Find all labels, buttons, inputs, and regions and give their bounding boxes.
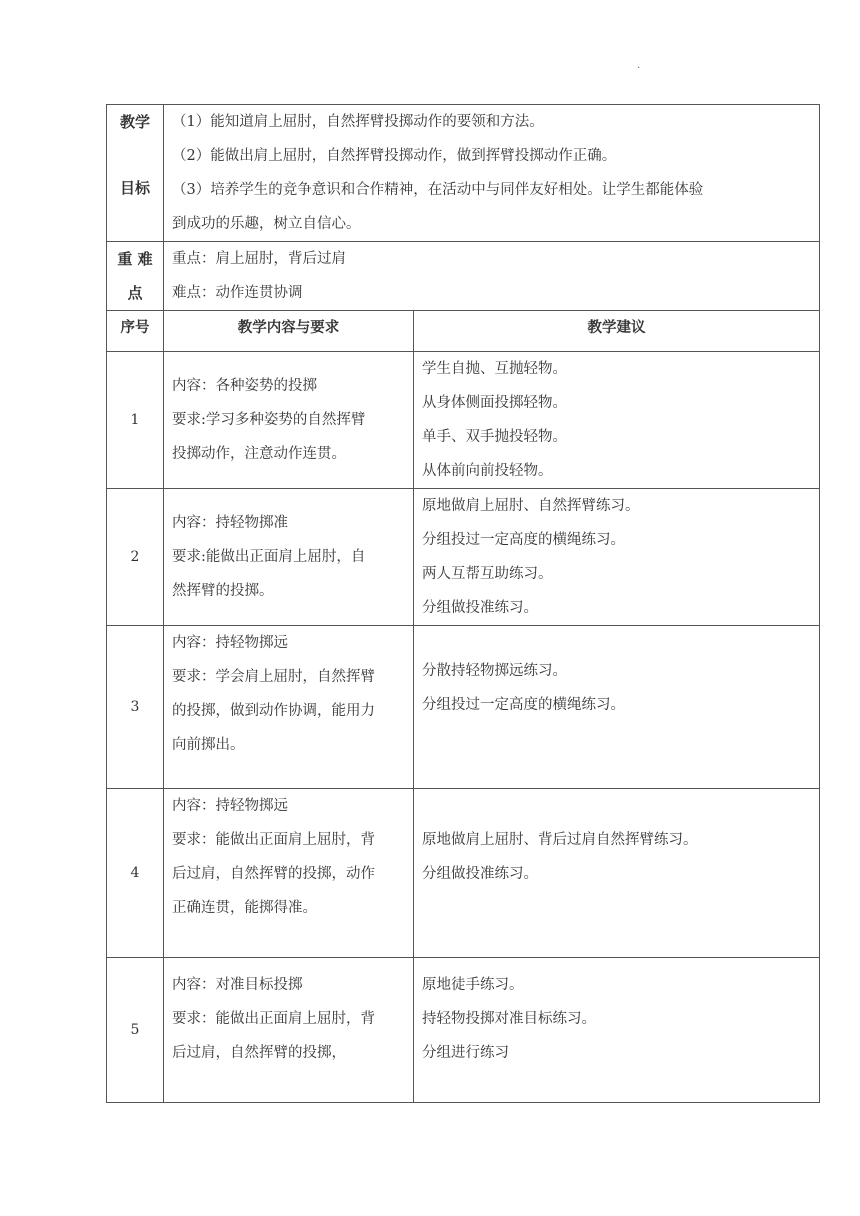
header-content: 教学内容与要求 [164,311,414,352]
row-content [164,626,414,789]
key-points-row [107,242,820,311]
advice-line: 原地做肩上屈肘、背后过肩自然挥臂练习。 [422,832,698,848]
advice-line: 分组投过一定高度的横绳练习。 [422,532,625,548]
content-line: 的投掷，做到动作协调，能用力 [172,703,375,719]
header-seq: 序号 [107,311,164,352]
advice-line: 分散持轻物掷远练习。 [422,663,567,679]
goal-line: （3）培养学生的竞争意识和合作精神，在活动中与同伴友好相处。让学生都能体验 [172,182,704,198]
content-line: 内容：对准目标投掷 [172,977,303,993]
key-points-content [164,242,820,311]
page-marker: . [637,60,641,71]
table-row [107,352,820,489]
key-points-label-bottom: 点 [127,284,143,302]
row-number: 2 [107,489,164,626]
advice-line: 两人互帮互助练习。 [422,566,553,582]
table-row [107,489,820,626]
key-point-line: 难点：动作连贯协调 [172,285,303,301]
content-line: 要求:学习多种姿势的自然挥臂 [172,412,366,428]
advice-line: 分组进行练习 [422,1045,509,1061]
content-line: 投掷动作，注意动作连贯。 [172,446,346,462]
content-line: 要求：能做出正面肩上屈肘，背 [172,1011,375,1027]
content-line: 内容：持轻物掷远 [172,635,288,651]
row-advice [414,789,820,958]
content-line: 内容：持轻物掷准 [172,515,288,531]
lesson-table [106,104,820,1103]
content-line: 后过肩，自然挥臂的投掷， [172,1045,346,1061]
content-line: 向前掷出。 [172,737,245,753]
goal-line: 到成功的乐趣，树立自信心。 [172,216,361,232]
goals-label-bottom: 目标 [119,179,150,197]
advice-line: 持轻物投掷对准目标练习。 [422,1011,596,1027]
key-point-line: 重点：肩上屈肘，背后过肩 [172,251,346,267]
content-line: 要求:能做出正面肩上屈肘，自 [172,549,366,565]
content-line: 然挥臂的投掷。 [172,583,274,599]
header-row [107,311,820,352]
content-line: 后过肩，自然挥臂的投掷，动作 [172,866,375,882]
content-line: 内容：持轻物掷远 [172,798,288,814]
advice-line: 学生自抛、互抛轻物。 [422,361,567,377]
row-number: 3 [107,626,164,789]
goal-line: （1）能知道肩上屈肘，自然挥臂投掷动作的要领和方法。 [172,114,544,130]
key-points-label-top: 重 难 [117,250,153,268]
advice-line: 单手、双手抛投轻物。 [422,429,567,445]
row-number: 5 [107,958,164,1103]
content-line: 要求：学会肩上屈肘，自然挥臂 [172,669,375,685]
row-content [164,352,414,489]
table-row [107,958,820,1103]
table-row [107,626,820,789]
advice-line: 分组做投准练习。 [422,600,538,616]
row-content [164,958,414,1103]
row-advice [414,626,820,789]
row-advice [414,489,820,626]
row-number: 4 [107,789,164,958]
row-advice [414,958,820,1103]
goals-row [107,105,820,242]
row-number: 1 [107,352,164,489]
goals-content [164,105,820,242]
key-points-label [107,242,164,311]
content-line: 要求：能做出正面肩上屈肘，背 [172,832,375,848]
advice-line: 分组做投准练习。 [422,866,538,882]
advice-line: 从体前向前投轻物。 [422,463,553,479]
goal-line: （2）能做出肩上屈肘，自然挥臂投掷动作，做到挥臂投掷动作正确。 [172,148,617,164]
advice-line: 分组投过一定高度的横绳练习。 [422,697,625,713]
advice-line: 从身体侧面投掷轻物。 [422,395,567,411]
row-content [164,489,414,626]
table-row [107,789,820,958]
row-content [164,789,414,958]
goals-label-top: 教学 [119,113,150,131]
header-advice: 教学建议 [414,311,820,352]
goals-label [107,105,164,242]
content-line: 正确连贯，能掷得准。 [172,900,317,916]
advice-line: 原地做肩上屈肘、自然挥臂练习。 [422,498,640,514]
advice-line: 原地徒手练习。 [422,977,524,993]
content-line: 内容：各种姿势的投掷 [172,378,317,394]
row-advice [414,352,820,489]
